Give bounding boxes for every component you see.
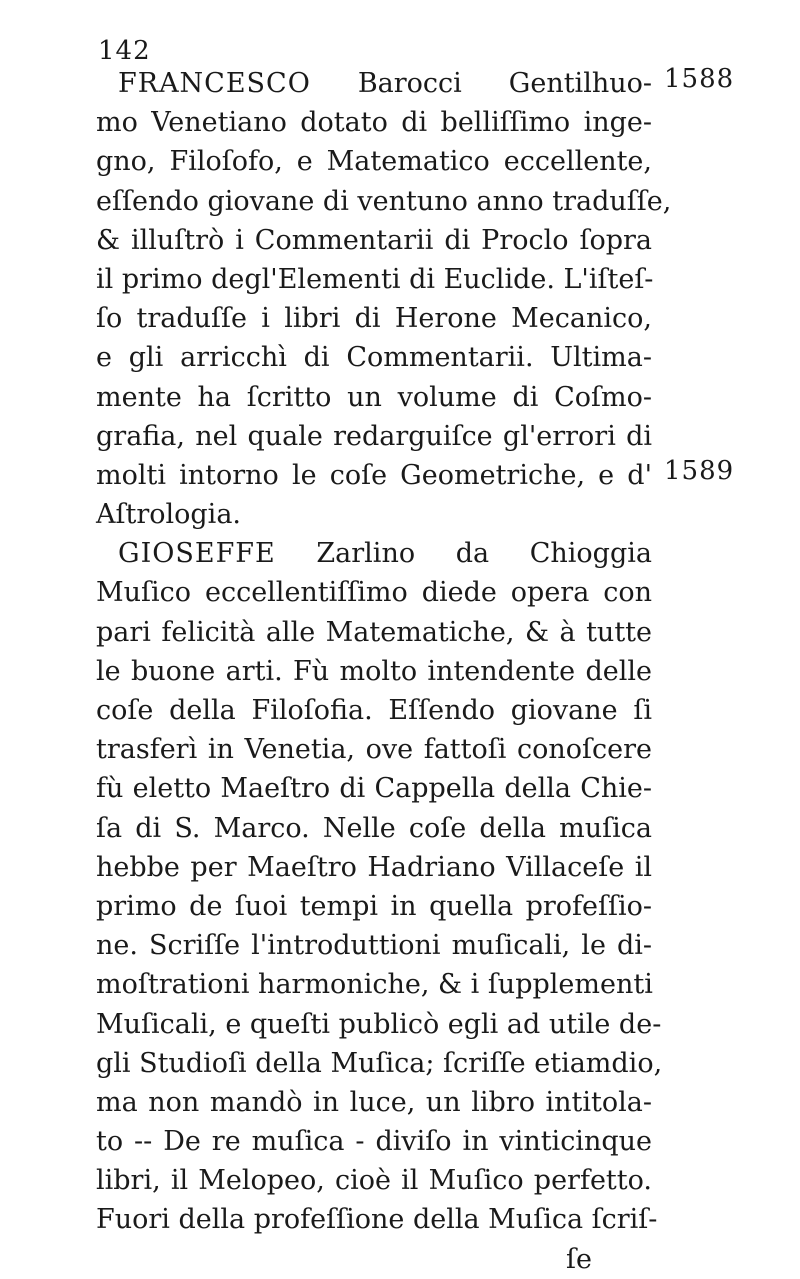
text-line: eſſendo giovane di ventuno anno traduſſe, [96,185,672,217]
entry-name: GIOSEFFE [118,538,276,570]
text-line: mo Venetiano dotato di belliſſimo inge- [96,107,652,139]
text-line: le buone arti. Fù molto intendente delle [96,655,652,687]
text-line: primo de ſuoi tempi in quella profeſſio- [96,890,652,922]
text-line: Zarlino da Chioggia [316,538,652,570]
text-line: grafia, nel quale redarguiſce gl'errori di [96,420,652,452]
text-line: gli Studioſi della Muſica; ſcriſſe etiamdio, [96,1047,663,1079]
text-line: mente ha ſcritto un volume di Coſmo- [96,381,652,413]
text-line: Muſico eccellentiſſimo diede opera con [96,577,652,609]
text-line: ſo traduſſe i libri di Herone Mecanico, [96,303,652,335]
text-line: libri, il Melopeo, cioè il Muſico perfetto. [96,1165,652,1197]
text-line: ſa di S. Marco. Nelle coſe della muſica [96,812,652,844]
text-line: ne. Scriſſe l'introduttioni muſicali, le di- [96,930,652,962]
text-line: Barocci Gentilhuo- [357,68,652,99]
text-line: pari felicità alle Matematiche, & à tutte [96,616,652,648]
text-line: Aſtrologia. [96,499,241,531]
text-line: trasferì in Venetia, ove fattoſi conoſcere [96,734,652,766]
text-line: gno, Filoſofo, e Matematico eccellente, [96,146,652,178]
text-line: fù eletto Maeſtro di Cappella della Chie- [96,773,652,805]
text-line: ma non mandò in luce, un libro intitola- [96,1086,652,1118]
entry-first-line [96,534,652,573]
text-line: molti intorno le coſe Geometriche, e d' [96,459,652,491]
entry-name: FRANCESCO [118,68,311,99]
text-line: hebbe per Maeſtro Hadriano Villaceſe il [96,851,652,883]
text-line: & illuſtrò i Commentarii di Proclo ſopra [96,224,652,256]
page-number: 142 [98,36,151,66]
entry-first-line [96,64,652,103]
catchword: ſe [566,1243,592,1275]
text-line: e gli arricchì di Commentarii. Ultima- [96,342,652,374]
text-line: moſtrationi harmoniche, & i ſupplementi [96,969,653,1001]
margin-year-1589: 1589 [664,456,735,486]
text-line: il primo degl'Elementi di Euclide. L'iſteſ- [96,263,654,295]
text-line: Muſicali, e queſti publicò egli ad utile de- [96,1008,662,1040]
text-line: Fuori della profeſſione della Muſica ſcriſ- [96,1204,658,1236]
text-line: to -- De re muſica - diviſo in vinticinque [96,1126,652,1158]
body-text [96,64,672,1279]
text-line: coſe della Filoſofia. Eſſendo giovane ſi [96,695,652,726]
margin-year-1588: 1588 [664,64,735,94]
